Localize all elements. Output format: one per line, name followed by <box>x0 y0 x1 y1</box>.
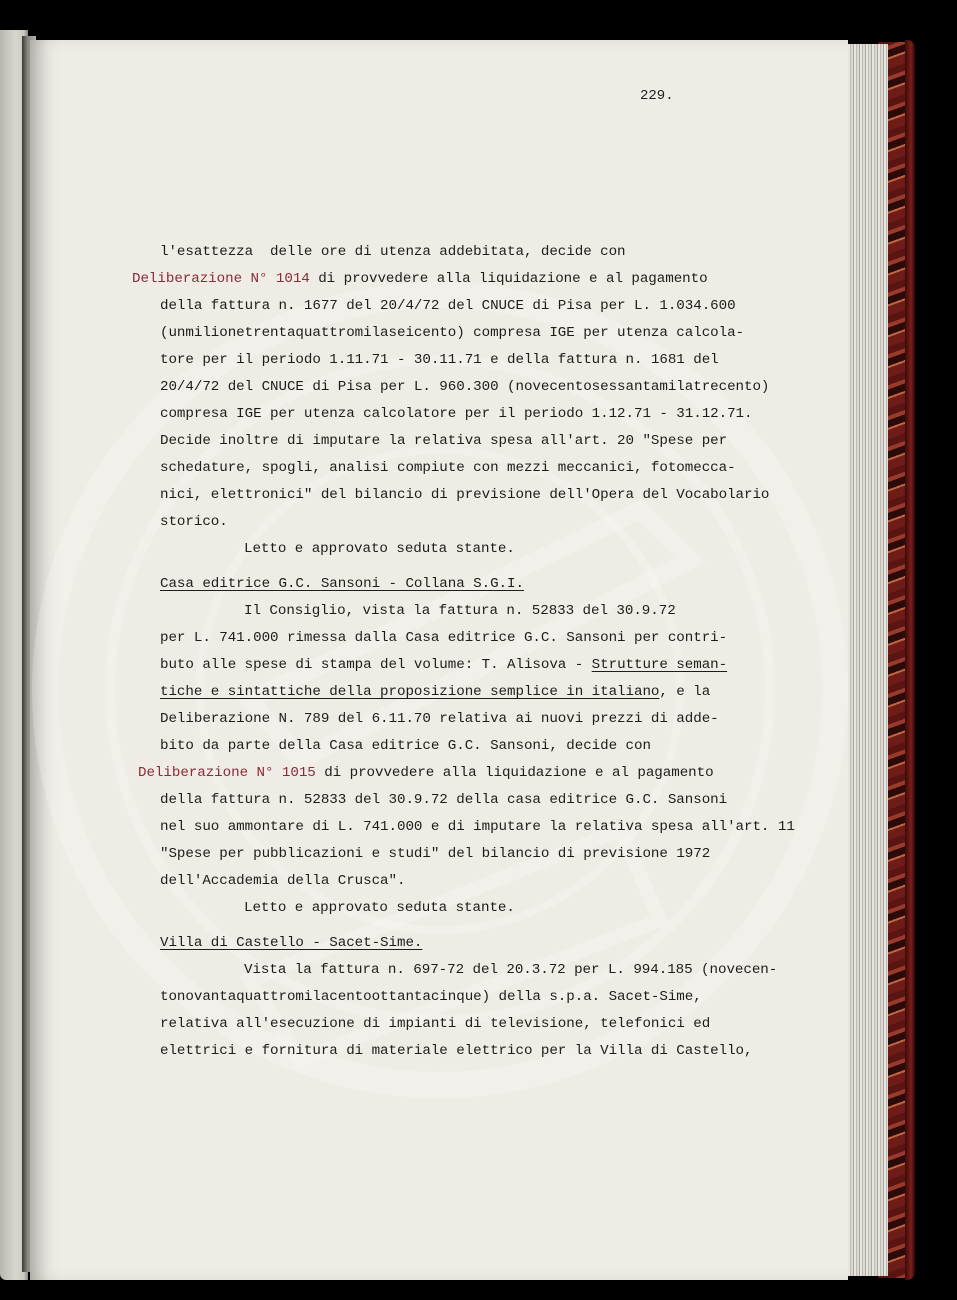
text-line: Deliberazione N. 789 del 6.11.70 relativa ai nuovi prezzi di adde- <box>160 711 719 727</box>
text-line: Letto e approvato seduta stante. <box>244 900 515 916</box>
text-line: Deliberazione N° 1014 di provvedere alla liquidazione e al pagamento <box>132 271 708 287</box>
text-line: bito da parte della Casa editrice G.C. Sansoni, decide con <box>160 738 651 754</box>
text-line: dell'Accademia della Crusca". <box>160 873 406 889</box>
deliberation-reference: Deliberazione N° 1014 <box>132 271 310 287</box>
page-stack-edge <box>842 44 888 1276</box>
text-line: della fattura n. 1677 del 20/4/72 del CNUCE di Pisa per L. 1.034.600 <box>160 298 736 314</box>
book-title: tiche e sintattiche della proposizione semplice in italiano <box>160 684 660 700</box>
deliberation-reference: Deliberazione N° 1015 <box>138 765 316 781</box>
text-line: nici, elettronici" del bilancio di previsione dell'Opera del Vocabolario <box>160 487 770 503</box>
text-line: tore per il periodo 1.11.71 - 30.11.71 e della fattura n. 1681 del <box>160 352 719 368</box>
section-heading: Villa di Castello - Sacet-Sime. <box>160 935 423 951</box>
text-line: storico. <box>160 514 228 530</box>
text-line: (unmilionetrentaquattromilaseicento) compresa IGE per utenza calcola- <box>160 325 745 341</box>
text-line: Il Consiglio, vista la fattura n. 52833 del 30.9.72 <box>244 603 676 619</box>
text-line: buto alle spese di stampa del volume: T. Alisova - Strutture seman- <box>160 657 728 673</box>
text-line: Letto e approvato seduta stante. <box>244 541 515 557</box>
cover-binding <box>905 40 915 1280</box>
text-line: 20/4/72 del CNUCE di Pisa per L. 960.300 (novecentosessantamilatrecento) <box>160 379 770 395</box>
text-line: compresa IGE per utenza calcolatore per il periodo 1.12.71 - 31.12.71. <box>160 406 753 422</box>
text-line: relativa all'esecuzione di impianti di televisione, telefonici ed <box>160 1016 711 1032</box>
text-line: "Spese per pubblicazioni e studi" del bilancio di previsione 1972 <box>160 846 711 862</box>
section-heading: Casa editrice G.C. Sansoni - Collana S.G.I. <box>160 576 524 592</box>
page-number: 229. <box>640 88 674 104</box>
text-line: schedature, spogli, analisi compiute con mezzi meccanici, fotomecca- <box>160 460 736 476</box>
text-line: tiche e sintattiche della proposizione semplice in italiano, e la <box>160 684 711 700</box>
text-line: Vista la fattura n. 697-72 del 20.3.72 per L. 994.185 (novecen- <box>244 962 778 978</box>
text-line: tonovantaquattromilacentoottantacinque) della s.p.a. Sacet-Sime, <box>160 989 702 1005</box>
text-line: l'esattezza delle ore di utenza addebitata, decide con <box>160 244 626 260</box>
text-line: Deliberazione N° 1015 di provvedere alla liquidazione e al pagamento <box>138 765 714 781</box>
text-line: Decide inoltre di imputare la relativa spesa all'art. 20 "Spese per <box>160 433 728 449</box>
text-line: per L. 741.000 rimessa dalla Casa editrice G.C. Sansoni per contri- <box>160 630 728 646</box>
text-line: nel suo ammontare di L. 741.000 e di imputare la relativa spesa all'art. 11 <box>160 819 795 835</box>
book-title: Strutture seman- <box>591 657 728 673</box>
text-line: della fattura n. 52833 del 30.9.72 della casa editrice G.C. Sansoni <box>160 792 728 808</box>
text-line: elettrici e fornitura di materiale elettrico per la Villa di Castello, <box>160 1043 753 1059</box>
